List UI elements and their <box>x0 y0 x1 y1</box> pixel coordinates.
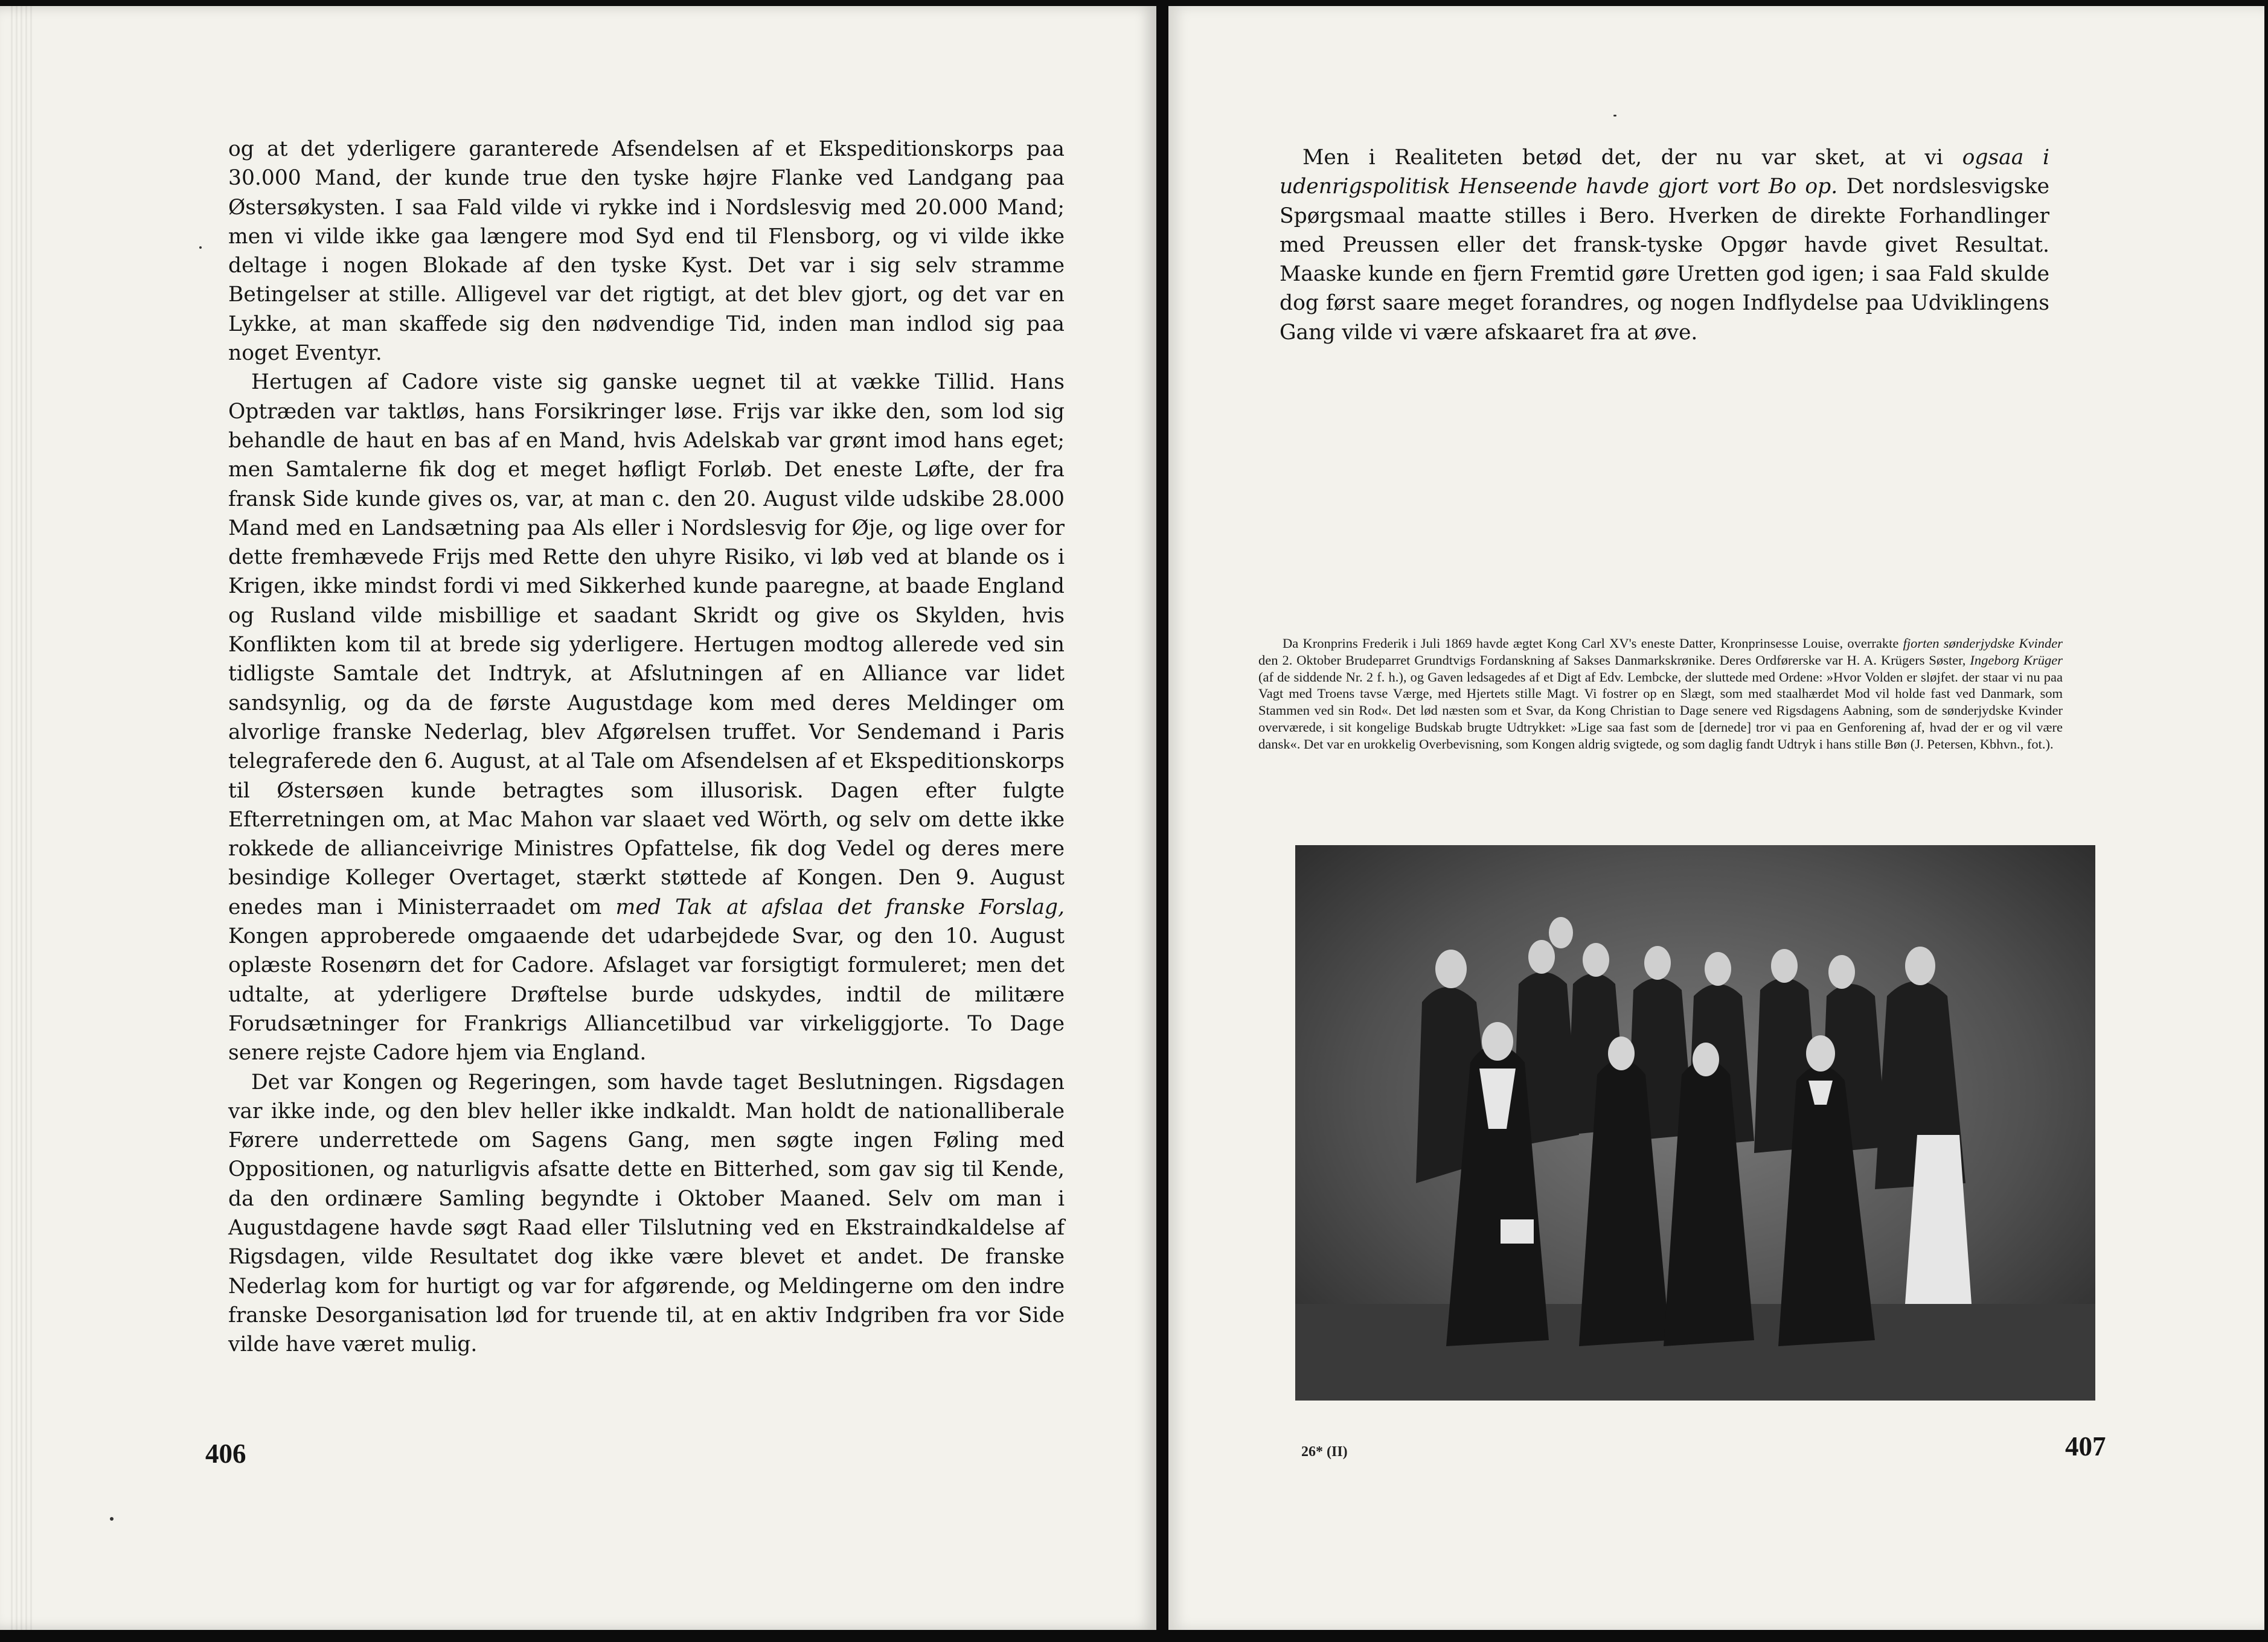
group-photograph-image <box>1295 845 2095 1401</box>
caption-part-3: (af de siddende Nr. 2 f. h.), og Gaven ledsagedes af et Digt af Edv. Lembcke, der sluttede med Ordene: »Hvor Volden er sløjfet. der staar vi nu paa Vagt med Troens tavse Værge, med Hjertets stille Magt. Vi fostrer op en Slægt, som med staalhærdet Mod vil holde fast ved Danmark, som Stammen ved sin Rod«. Det lød næsten som et Svar, da Kong Christian to Dage senere ved Rigsdagens Aabning, som de sønderjydske Kvinder overværede, i sit kongelige Budskab brugte Udtrykket: »Lige saa fast som de [dernede] tror vi paa en Genforening af, hvad der er og vil være dansk«. Det var en urokkelig Overbevisning, som Kongen aldrig svigtede, og som daglig fandt Udtryk i hans stille Bøn (J. Petersen, Kbhvn., fot.). <box>1258 669 2063 752</box>
left-page <box>0 6 1156 1630</box>
left-page-body-text <box>228 135 1065 1359</box>
left-paragraph-2-tail: Kongen approberede omgaaende det udarbejdede Svar, og den 10. August oplæste Rosenørn det for Cadore. Afslaget var forsigtigt formuleret; men det udtalte, at yderligere Drøftelse burde udskydes, indtil de militære Forudsætninger for Frankrigs Alliancetilbud var virkeliggjorte. To Dage senere rejste Cadore hjem via England. <box>228 924 1065 1065</box>
page-edge-shading <box>11 6 35 1630</box>
left-paragraph-1: og at det yderligere garanterede Afsendelsen af et Ekspeditionskorps paa 30.000 Mand, der kunde true den tyske højre Flanke ved Landgang paa Østersøkysten. I saa Fald vilde vi rykke ind i Nordslesvig med 20.000 Mand; men vi vilde ikke gaa længere mod Syd end til Flensborg, og vi vilde ikke deltage i nogen Blokade af den tyske Kyst. Det var i sig selv stramme Betingelser at stille. Alligevel var det rigtigt, at det blev gjort, og det var en Lykke, at man skaffede sig den nødvendige Tid, inden man indlod sig paa noget Eventyr. <box>228 137 1065 366</box>
caption-part-2: den 2. Oktober Brudeparret Grundtvigs Fordanskning af Sakses Danmarkskrønike. Deres Ordførerske var H. A. Krügers Søster, <box>1258 652 1970 668</box>
right-paragraph-1-start: Men i Realiteten betød det, der nu var sket, at vi <box>1302 145 1962 170</box>
left-paragraph-2 <box>228 368 1065 1067</box>
speck <box>1613 115 1616 117</box>
page-number-left: 406 <box>205 1439 246 1469</box>
caption-italic-1: fjorten sønderjydske Kvinder <box>1903 636 2063 651</box>
photo-caption-text <box>1258 635 2063 753</box>
right-page-body-text <box>1280 143 2049 347</box>
caption-part-1: Da Kronprins Frederik i Juli 1869 havde ægtet Kong Carl XV's eneste Datter, Kronprinsesse Louise, overrakte <box>1283 636 1903 651</box>
speck <box>199 246 202 249</box>
speck <box>110 1517 114 1521</box>
left-paragraph-3: Det var Kongen og Regeringen, som havde taget Beslutningen. Rigsdagen var ikke inde, og den blev heller ikke indkaldt. Man holdt de nationalliberale Førere underrettede om Sagens Gang, men søgte ingen Føling med Oppositionen, og naturligvis afsatte dette en Bitterhed, som gav sig til Kende, da den ordinære Samling begyndte i Oktober Maaned. Selv om man i Augustdagene havde søgt Raad eller Tilslutning ved en Ekstraindkaldelse af Rigsdagen, vilde Resultatet dog ikke være blevet et andet. De franske Nederlag kom for hurtigt og var for afgørende, og Meldingerne om den indre franske Desorganisation lød for truende til, at en aktiv Indgriben fra vor Side vilde have været mulig. <box>228 1070 1065 1357</box>
right-paragraph-1-italic: ogsaa i udenrigspolitisk Henseende havde gjort vort Bo op. <box>1280 145 2050 199</box>
left-paragraph-2-italic: med Tak at afslaa det franske Forslag, <box>615 895 1065 919</box>
right-paragraph-1 <box>1280 143 2049 347</box>
right-paragraph-1-end: Det nordslesvigske Spørgsmaal maatte stilles i Bero. Hverken de direkte Forhandlinger med Preussen eller det fransk-tyske Opgør havde givet Resultat. Maaske kunde en fjern Fremtid gøre Uretten god igen; i saa Fald skulde dog først saare meget forandres, og nogen Indflydelse paa Udviklingens Gang vilde vi være afskaaret fra at øve. <box>1280 174 2049 345</box>
signature-mark: 26* (II) <box>1301 1444 1348 1460</box>
left-paragraph-2-text: Hertugen af Cadore viste sig ganske uegnet til at vække Tillid. Hans Optræden var taktløs, hans Forsikringer løse. Frijs var ikke den, som lod sig behandle de haut en bas af en Mand, hvis Adelskab var grønt imod hans eget; men Samtalerne fik dog et meget høfligt Forløb. Det eneste Løfte, der fra fransk Side kunde gives os, var, at man c. den 20. August vilde udskibe 28.000 Mand med en Landsætning paa Als eller i Nordslesvig for Øje, og lige over for dette fremhævede Frijs med Rette den uhyre Risiko, vi løb ved at blande os i Krigen, ikke mindst fordi vi med Sikkerhed kunde paaregne, at baade England og Rusland vilde misbillige et saadant Skridt og give os Skylden, hvis Konflikten kom til at brede sig yderligere. Hertugen modtog allerede ved sin tidligste Samtale det Indtryk, at Afslutningen af en Alliance var lidet sandsynlig, og da de første Augustdage kom med deres Meldinger om alvorlige franske Nederlag, blev Afgørelsen truffet. Vor Sendemand i Paris telegraferede den 6. August, at al Tale om Afsendelsen af et Ekspeditionskorps til Østersøen kunde betragtes som illusorisk. Dagen efter fulgte Efterretningen om, at Mac Mahon var slaaet ved Wörth, og selv om dette ikke rokkede de allianceivrige Ministres Opfattelse, fik dog Vedel og deres mere besindige Kolleger Overtaget, stærkt støttede af Kongen. Den 9. August enedes man i Ministerraadet om <box>228 370 1065 919</box>
group-photograph <box>1295 845 2095 1401</box>
caption-italic-2: Ingeborg Krüger <box>1970 652 2063 668</box>
photo-caption <box>1258 635 2063 753</box>
page-number-right: 407 <box>2065 1431 2106 1462</box>
